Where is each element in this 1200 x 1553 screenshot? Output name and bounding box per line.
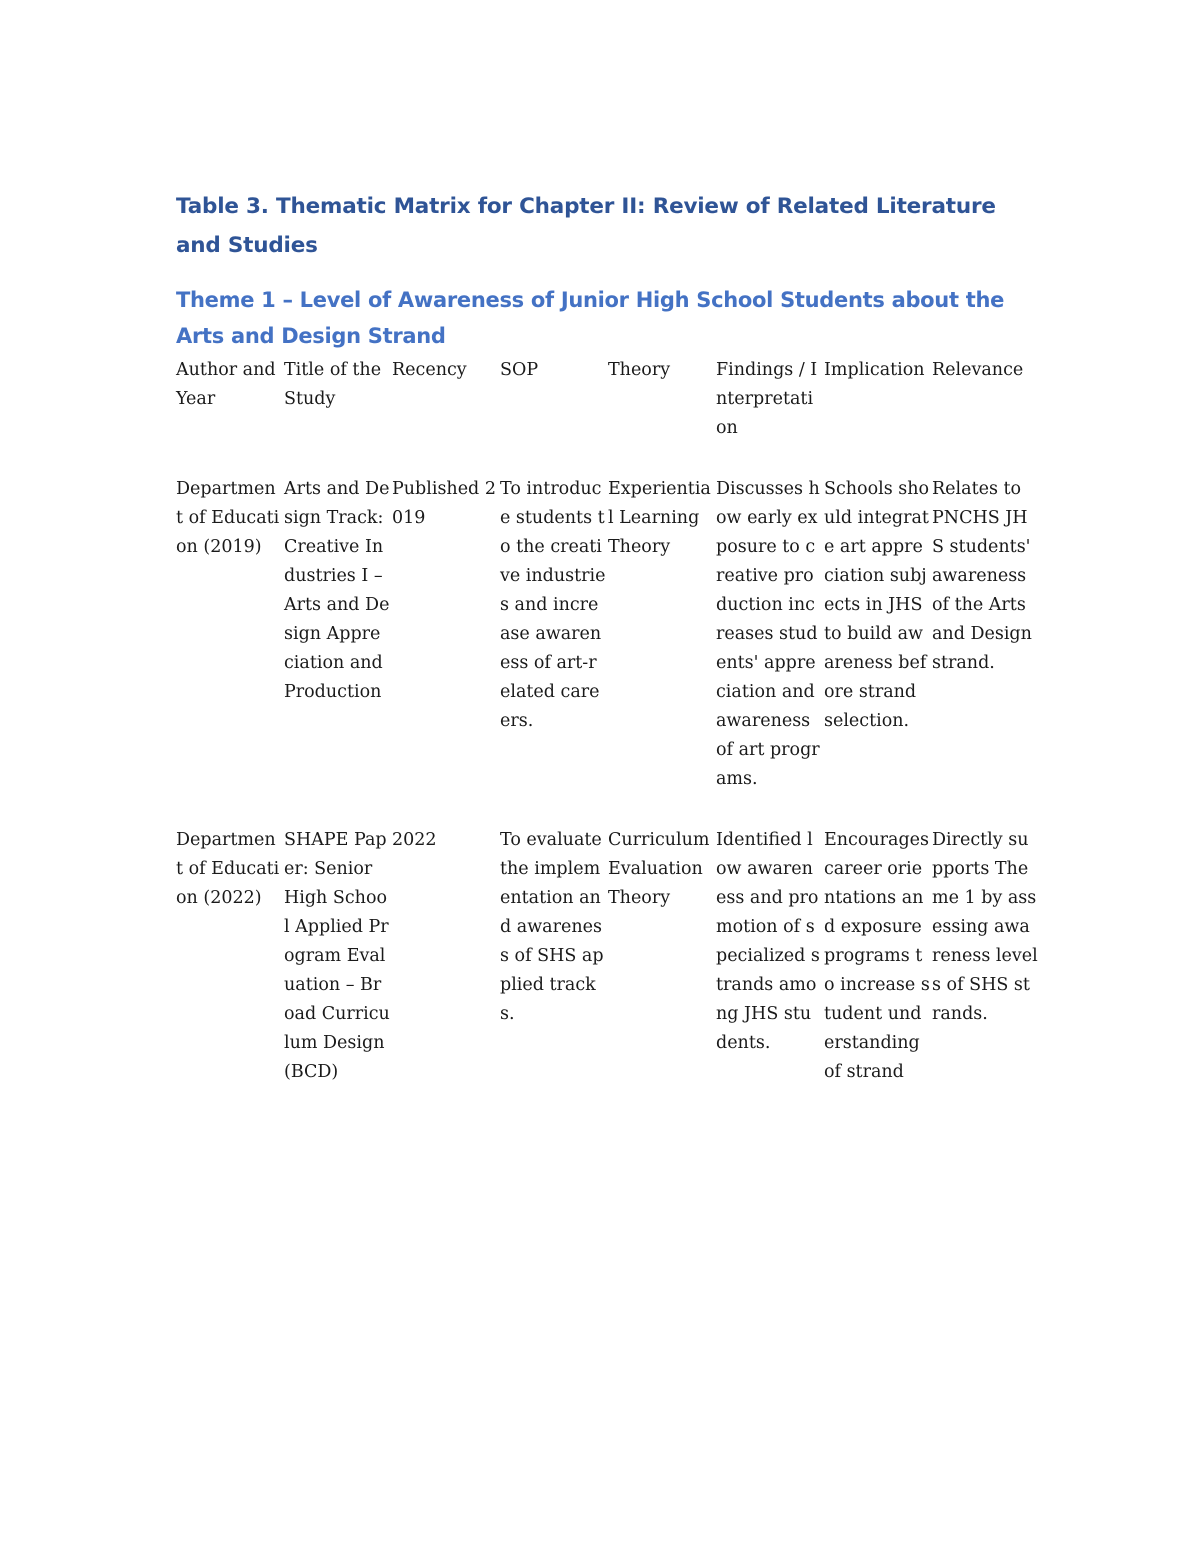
cell-title: Arts and Design Track: Creative Industries I – Arts and Design Appreciation and Production — [284, 479, 390, 702]
cell-author: Department of Education (2022) — [176, 830, 280, 908]
thematic-matrix-table — [176, 356, 1040, 1119]
cell-theory: Experiential Learning Theory — [608, 479, 711, 557]
table-title: Table 3. Thematic Matrix for Chapter II: Review of Related Literature and Studies — [176, 194, 996, 258]
cell-recency: Published 2019 — [392, 479, 496, 528]
cell-recency: 2022 — [392, 830, 437, 850]
theme-title: Theme 1 – Level of Awareness of Junior High School Students about the Arts and Design Strand — [176, 288, 1005, 348]
header-title-of-study: Title of the Study — [284, 360, 382, 409]
cell-theory: Curriculum Evaluation Theory — [608, 830, 710, 908]
cell-title: SHAPE Paper: Senior High School Applied Program Evaluation – Broad Curriculum Design (BCD) — [284, 830, 390, 1082]
cell-author: Department of Education (2019) — [176, 479, 280, 557]
table-row — [176, 826, 1040, 1119]
header-implication: Implication — [824, 360, 925, 380]
cell-findings: Identified low awareness and promotion of specialized strands among JHS students. — [716, 830, 820, 1053]
header-sop: SOP — [500, 360, 539, 380]
header-relevance: Relevance — [932, 360, 1024, 380]
table-header-row — [176, 356, 1040, 475]
header-findings: Findings / Interpretation — [716, 360, 818, 438]
cell-findings: Discusses how early exposure to creative production increases students' appreciation and awareness of art programs. — [716, 479, 820, 789]
cell-relevance: Relates to PNCHS JHS students' awareness of the Arts and Design strand. — [932, 479, 1032, 673]
header-theory: Theory — [608, 360, 671, 380]
cell-implication: Encourages career orientations and exposure programs to increase student understanding of strand — [824, 830, 930, 1082]
table-row — [176, 475, 1040, 826]
header-author-year: Author and Year — [176, 360, 276, 409]
cell-implication: Schools should integrate art appreciation subjects in JHS to build awareness before strand selection. — [824, 479, 930, 731]
cell-sop: To evaluate the implementation and awareness of SHS applied tracks. — [500, 830, 604, 1024]
cell-relevance: Directly supports Theme 1 by assessing awareness levels of SHS strands. — [932, 830, 1038, 1024]
header-recency: Recency — [392, 360, 467, 380]
cell-sop: To introduce students to the creative industries and increase awareness of art-related careers. — [500, 479, 606, 731]
